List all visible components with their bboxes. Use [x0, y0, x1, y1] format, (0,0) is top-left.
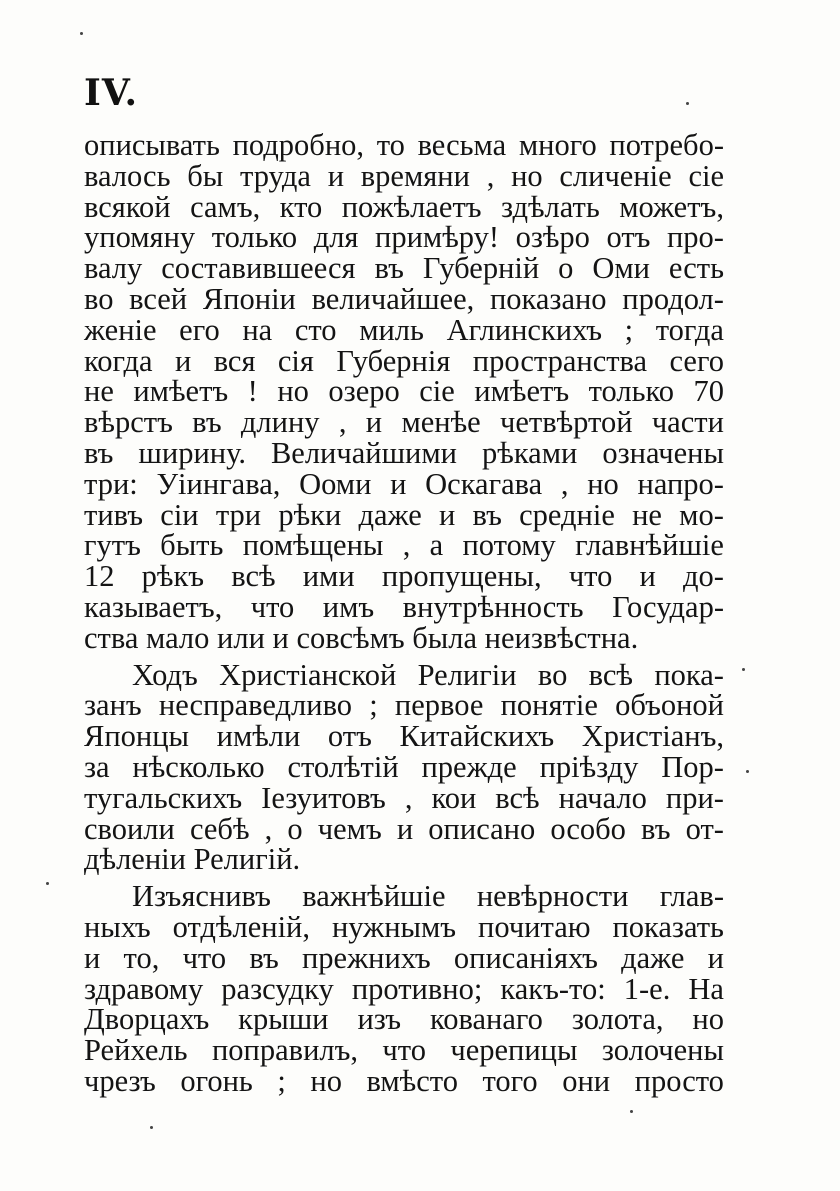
text-line: три: Уiингава, Ооми и Оскагава , но напро-	[84, 466, 724, 501]
text-line: здравому разсудку противно; какъ-то: 1-е. На	[84, 971, 724, 1006]
print-speck	[150, 1126, 153, 1129]
text-line: въ ширину. Величайшими рѣками означены	[84, 435, 724, 470]
text-line: Рейхель поправилъ, что черепицы золочены	[84, 1033, 724, 1068]
text-line: всякой самъ, кто пожѣлаетъ здѣлать можетъ,	[84, 189, 724, 224]
text-line: во всей Японiи величайшее, показано продол-	[84, 281, 724, 316]
text-line: тугальскихъ Iезуитовъ , кои всѣ начало при-	[84, 780, 724, 815]
text-line: тивъ сiи три рѣки даже и въ среднie не мо-	[84, 497, 724, 532]
print-speck	[630, 1110, 633, 1113]
print-speck	[742, 668, 745, 671]
text-line: женie его на сто миль Аглинскихъ ; тогда	[84, 312, 724, 347]
text-line: валось бы труда и времяни , но сличенie сie	[84, 158, 724, 193]
text-line: валу составившееся въ Губернiй о Оми есть	[84, 251, 724, 286]
text-line: дѣленiи Религiй.	[84, 842, 301, 877]
text-line: Японцы имѣли отъ Китайскихъ Христiанъ,	[84, 719, 724, 754]
text-line: когда и вся сiя Губернiя пространства сего	[84, 343, 724, 378]
print-speck	[686, 102, 689, 105]
text-line: упомяну только для примѣру! озѣро отъ про-	[84, 220, 724, 255]
text-line: своили себѣ , о чемъ и описано особо въ от-	[84, 811, 724, 846]
text-line: чрезъ огонь ; но вмѣсто того они просто	[84, 1063, 724, 1098]
body-text	[84, 130, 724, 1097]
text-line: вѣрстъ въ длину , и менѣе четвѣртой части	[84, 405, 724, 440]
paragraph	[84, 657, 724, 877]
text-line: не имѣетъ ! но озеро сie имѣетъ только 70	[84, 374, 724, 409]
text-line: за нѣсколько столѣтiй прежде прiѣзду Пор-	[84, 749, 724, 784]
print-speck	[80, 32, 83, 35]
text-line: гутъ быть помѣщены , а потому главнѣйшie	[84, 528, 724, 563]
text-line: ныхъ отдѣленiй, нужнымъ почитаю показать	[84, 909, 724, 944]
text-line: занъ несправедливо ; первое понятie объоной	[84, 688, 724, 723]
text-line: казываетъ, что имъ внутрѣнность Государ-	[84, 589, 724, 624]
print-speck	[746, 770, 749, 773]
text-line: Ходъ Христiанской Религiи во всѣ пока-	[132, 657, 724, 692]
print-speck	[46, 882, 49, 885]
text-line: описывать подробно, то весьма много потребо-	[84, 128, 724, 162]
text-line: и то, что въ прежнихъ описанiяхъ даже и	[84, 940, 724, 975]
paragraph	[84, 881, 724, 1097]
text-line: Изъяснивъ важнѣйшie невѣрности глав-	[132, 879, 724, 914]
page-number: IV.	[84, 72, 139, 114]
text-line: ства мало или и совсѣмъ была неизвѣстна.	[84, 620, 639, 655]
paragraph	[84, 130, 724, 654]
text-line: Дворцахъ крыши изъ кованаго золота, но	[84, 1002, 724, 1037]
text-line: 12 рѣкъ всѣ ими пропущены, что и до-	[84, 559, 724, 594]
